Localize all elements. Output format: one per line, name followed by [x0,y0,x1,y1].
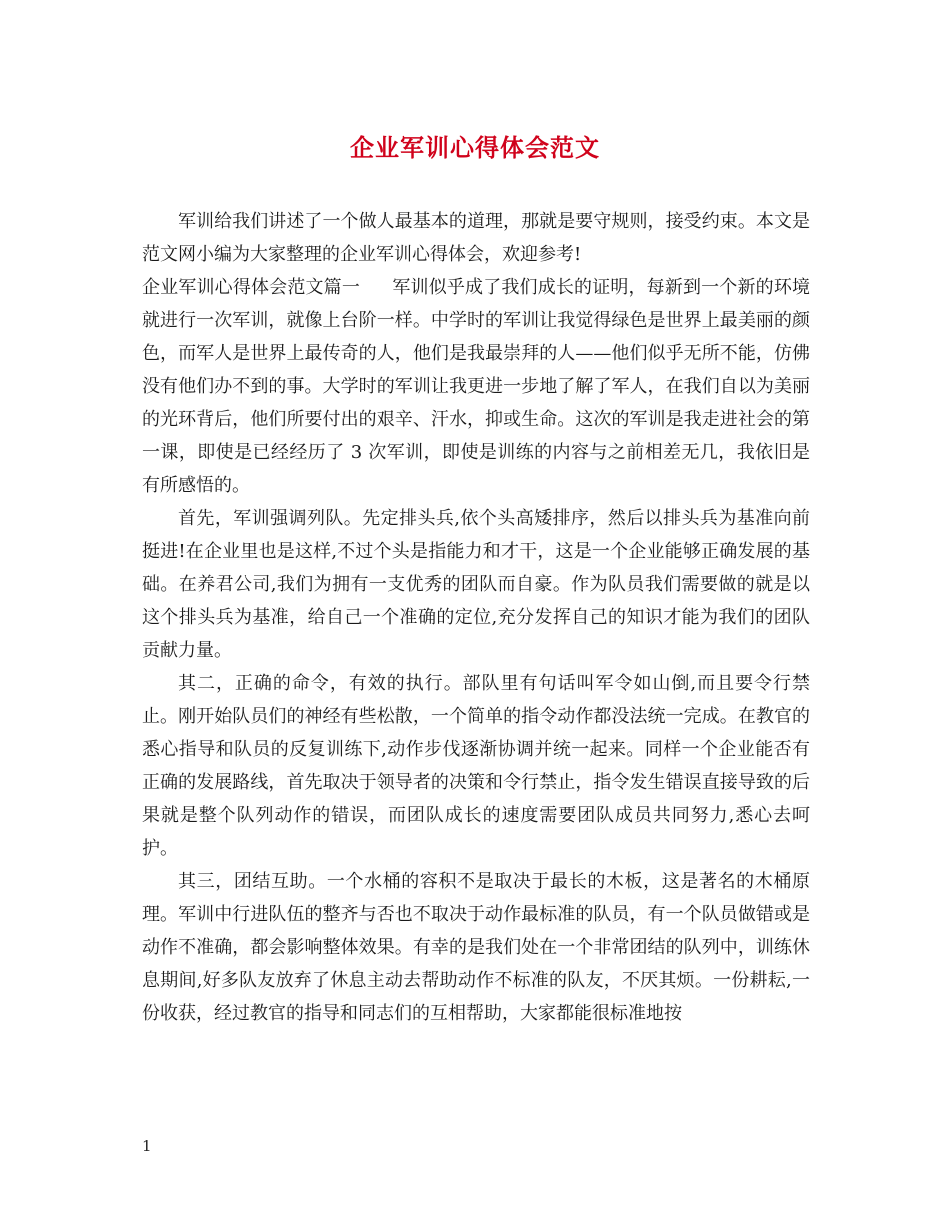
paragraph-4: 其三，团结互助。一个水桶的容积不是取决于最长的木板，这是著名的木桶原理。军训中行进队伍的整齐与否也不取决于动作最标准的队员，有一个队员做错或是动作不准确，都会影响整体效果。有幸的是我们处在一个非常团结的队列中，训练休息期间,好多队友放弃了休息主动去帮助动作不标准的队友，不厌其烦。一份耕耘,一份收获，经过教官的指导和同志们的互相帮助，大家都能很标准地按 [142,871,810,1024]
paragraph-2: 首先，军训强调列队。先定排头兵,依个头高矮排序，然后以排头兵为基准向前挺进!在企业里也是这样,不过个头是指能力和才干，这是一个企业能够正确发展的基础。在养君公司,我们为拥有一支优秀的团队而自豪。作为队员我们需要做的就是以这个排头兵为基准，给自己一个准确的定位,充分发挥自己的知识才能为我们的团队贡献力量。 [142,508,810,661]
document-body [142,205,810,1030]
section-heading: 企业军训心得体会范文篇一 [142,277,360,298]
document-title: 企业军训心得体会范文 [350,133,600,162]
page-number: 1 [142,1137,152,1155]
paragraph-3: 其二，正确的命令，有效的执行。部队里有句话叫军令如山倒,而且要令行禁止。刚开始队员们的神经有些松散，一个简单的指令动作都没法统一完成。在教官的悉心指导和队员的反复训练下,动作步伐逐渐协调并统一起来。同样一个企业能否有正确的发展路线，首先取决于领导者的决策和令行禁止，指令发生错误直接导致的后果就是整个队列动作的错误，而团队成长的速度需要团队成员共同努力,悉心去呵护。 [142,673,810,859]
intro-paragraph: 军训给我们讲述了一个做人最基本的道理，那就是要守规则，接受约束。本文是范文网小编为大家整理的企业军训心得体会，欢迎参考! [142,211,810,265]
paragraph-1-text: 军训似乎成了我们成长的证明，每新到一个新的环境就进行一次军训，就像上台阶一样。中学时的军训让我觉得绿色是世界上最美丽的颜色，而军人是世界上最传奇的人，他们是我最崇拜的人——他们似乎无所不能，仿佛没有他们办不到的事。大学时的军训让我更进一步地了解了军人，在我们自以为美丽的光环背后，他们所要付出的艰辛、汗水，抑或生命。这次的军训是我走进社会的第一课，即使是已经经历了 3 次军训，即使是训练的内容与之前相差无几，我依旧是有所感悟的。 [142,277,811,496]
section-first-paragraph [142,271,810,502]
